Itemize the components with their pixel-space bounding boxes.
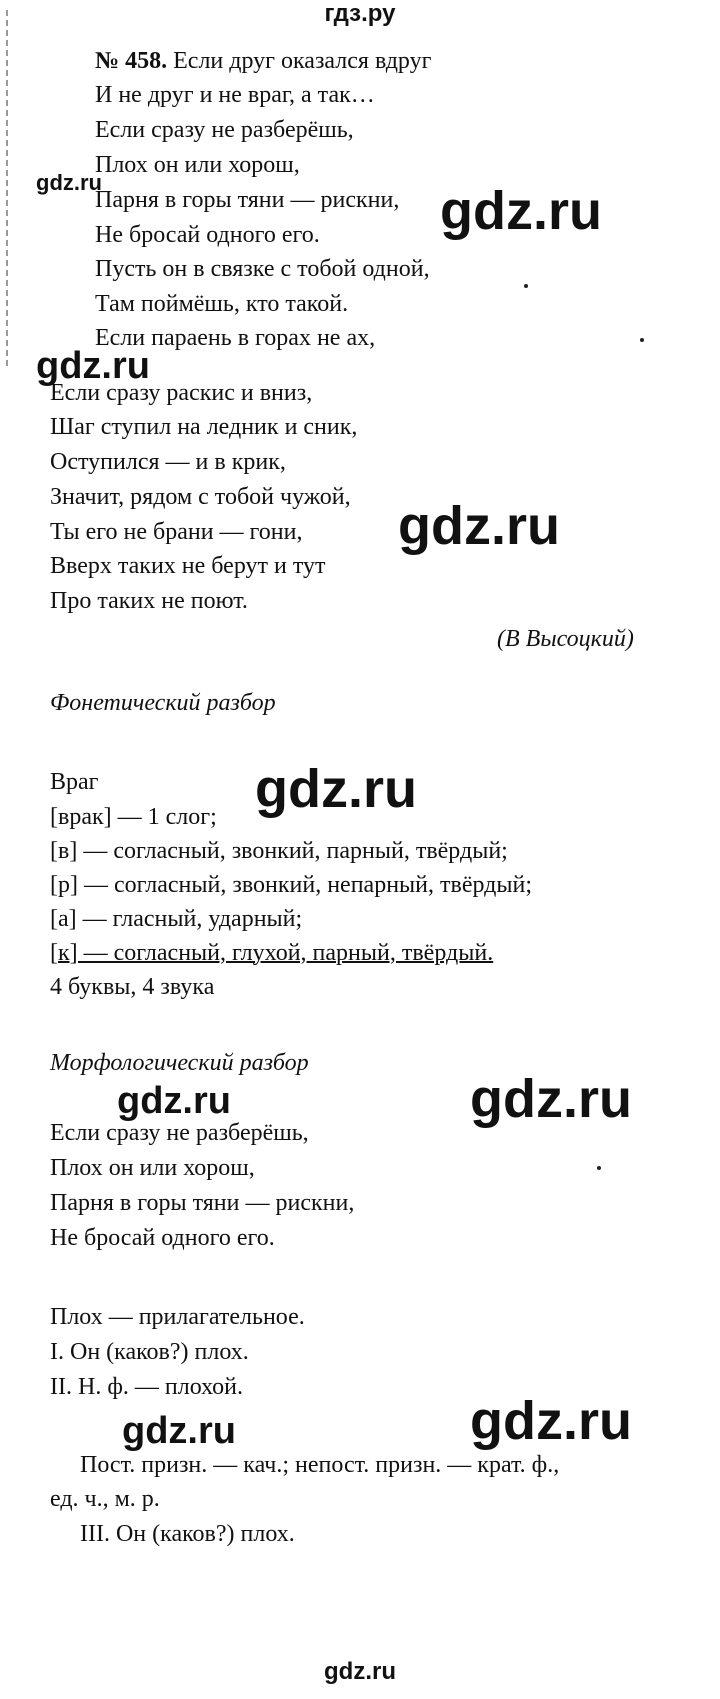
phonetic-heading: Фонетический разбор bbox=[50, 690, 276, 716]
page-header: гдз.ру bbox=[324, 0, 396, 27]
phonetic-summary: 4 буквы, 4 звука bbox=[50, 974, 215, 1000]
phonetic-line: [в] — согласный, звонкий, парный, твёрдый; bbox=[50, 838, 508, 864]
poem-line: Ты его не брани — гони, bbox=[50, 519, 303, 545]
poem-line: Плох он или хорош, bbox=[95, 152, 300, 178]
poem-line: Не бросай одного его. bbox=[95, 222, 320, 248]
poem-line: Вверх таких не берут и тут bbox=[50, 553, 326, 579]
poem-line: Шаг ступил на ледник и сник, bbox=[50, 414, 358, 440]
poem-line: И не друг и не враг, а так… bbox=[95, 82, 375, 108]
phonetic-word: Враг bbox=[50, 769, 99, 795]
morph-quote-line: Парня в горы тяни — рискни, bbox=[50, 1190, 355, 1216]
watermark: gdz.ru bbox=[36, 345, 150, 387]
morph-quote-line: Если сразу не разберёшь, bbox=[50, 1120, 309, 1146]
scan-speck bbox=[524, 284, 528, 288]
watermark: gdz.ru bbox=[255, 759, 417, 819]
watermark: gdz.ru bbox=[36, 170, 102, 195]
morph-quote-line: Не бросай одного его. bbox=[50, 1225, 275, 1251]
poem-first-line bbox=[95, 46, 431, 76]
poem-line: Парня в горы тяни — рискни, bbox=[95, 187, 400, 213]
watermark: gdz.ru bbox=[440, 181, 602, 241]
morph-heading: Морфологический разбор bbox=[50, 1050, 309, 1076]
poem-line: Пусть он в связке с тобой одной, bbox=[95, 256, 430, 282]
watermark: gdz.ru bbox=[470, 1069, 632, 1129]
poem-line: Про таких не поют. bbox=[50, 588, 248, 614]
phonetic-line: [к] — согласный, глухой, парный, твёрдый. bbox=[50, 940, 494, 966]
poem-line: Если сразу не разберёшь, bbox=[95, 117, 354, 143]
phonetic-line: [р] — согласный, звонкий, непарный, твёрдый; bbox=[50, 872, 533, 898]
poem-line: Значит, рядом с тобой чужой, bbox=[50, 484, 351, 510]
morph-analysis-line: Пост. призн. — кач.; непост. призн. — крат. ф., bbox=[80, 1452, 560, 1478]
morph-quote-line: Плох он или хорош, bbox=[50, 1155, 255, 1181]
poem-line: Если параень в горах не ах, bbox=[95, 325, 376, 351]
watermark: gdz.ru bbox=[398, 496, 560, 556]
page-footer: gdz.ru bbox=[324, 1658, 396, 1685]
morph-analysis-line: ед. ч., м. р. bbox=[50, 1486, 160, 1512]
morph-analysis-line: II. Н. ф. — плохой. bbox=[50, 1374, 244, 1400]
poem-line: Если сразу раскис и вниз, bbox=[50, 380, 313, 406]
morph-analysis-line: Плох — прилагательное. bbox=[50, 1304, 305, 1330]
morph-analysis-line: III. Он (каков?) плох. bbox=[80, 1521, 295, 1547]
scan-speck bbox=[640, 338, 644, 342]
exercise-number: № 458. bbox=[95, 48, 168, 74]
watermark: gdz.ru bbox=[117, 1080, 231, 1122]
morph-analysis-line: I. Он (каков?) плох. bbox=[50, 1339, 249, 1365]
poem-line: Оступился — и в крик, bbox=[50, 449, 286, 475]
scan-margin-mark bbox=[6, 10, 8, 370]
watermark: gdz.ru bbox=[470, 1391, 632, 1451]
phonetic-line: [врак] — 1 слог; bbox=[50, 804, 217, 830]
scan-speck bbox=[597, 1166, 601, 1170]
poem-line: Там поймёшь, кто такой. bbox=[95, 291, 349, 317]
poem-author: (В Высоцкий) bbox=[497, 626, 634, 652]
poem-line-1: Если друг оказался вдруг bbox=[173, 48, 432, 74]
watermark: gdz.ru bbox=[122, 1410, 236, 1452]
phonetic-line: [а] — гласный, ударный; bbox=[50, 906, 303, 932]
